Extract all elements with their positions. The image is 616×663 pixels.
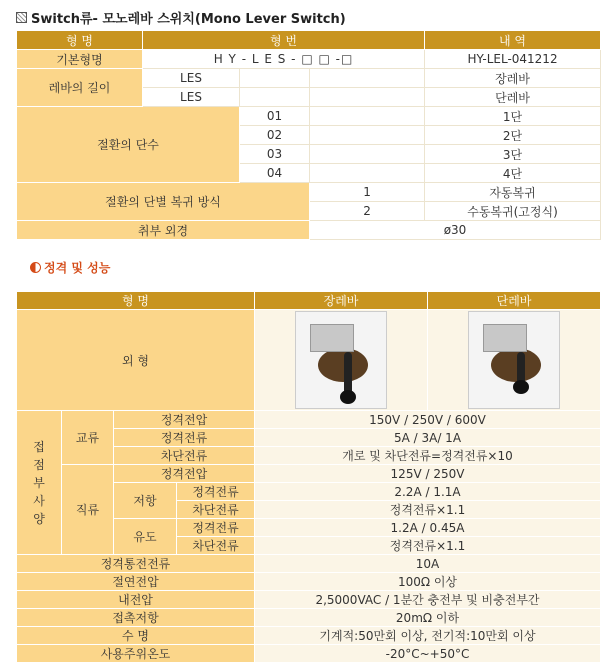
ac-breaking-current: 개로 및 차단전류=정격전류×10 bbox=[255, 447, 601, 465]
base-label: 기본형명 bbox=[17, 50, 143, 69]
short-lever-photo bbox=[428, 310, 601, 411]
spec-row-label: 접촉저항 bbox=[17, 609, 255, 627]
resistive-label: 저항 bbox=[114, 483, 177, 519]
lever-code: LES bbox=[143, 69, 240, 88]
half-circle-icon bbox=[30, 262, 41, 273]
contact-spec-label: 접 점 부 사 양 bbox=[17, 411, 62, 555]
page-title-text: Switch류- 모노레바 스위치(Mono Lever Switch) bbox=[31, 12, 346, 27]
return-desc: 자동복귀 bbox=[425, 183, 601, 202]
spec-row-label: 수 명 bbox=[17, 627, 255, 645]
return-desc: 수동복귀(고정식) bbox=[425, 202, 601, 221]
rated-current-label: 정격전류 bbox=[114, 429, 255, 447]
long-lever-photo bbox=[255, 310, 428, 411]
dc-rated-voltage: 125V / 250V bbox=[255, 465, 601, 483]
rated-current-label: 정격전류 bbox=[177, 519, 255, 537]
spec-row-label: 사용주위온도 bbox=[17, 645, 255, 663]
stage-desc: 3단 bbox=[425, 145, 601, 164]
inductive-label: 유도 bbox=[114, 519, 177, 555]
stage-desc: 1단 bbox=[425, 107, 601, 126]
spec-row-label: 절연전압 bbox=[17, 573, 255, 591]
header-short-lever: 단레바 bbox=[428, 292, 601, 310]
breaking-current-label: 차단전류 bbox=[114, 447, 255, 465]
ac-label: 교류 bbox=[62, 411, 114, 465]
stage-desc: 2단 bbox=[425, 126, 601, 145]
appearance-label: 외 형 bbox=[17, 310, 255, 411]
spec-row-value: 100Ω 이상 bbox=[255, 573, 601, 591]
dc-label: 직류 bbox=[62, 465, 114, 555]
lever-code: LES bbox=[143, 88, 240, 107]
rated-current-label: 정격전류 bbox=[177, 483, 255, 501]
header-model: 형 명 bbox=[17, 31, 143, 50]
return-code: 2 bbox=[310, 202, 425, 221]
model-table bbox=[16, 30, 601, 240]
spec-row-value: 10A bbox=[255, 555, 601, 573]
spec-row-label: 내전압 bbox=[17, 591, 255, 609]
ac-rated-current: 5A / 3A/ 1A bbox=[255, 429, 601, 447]
spec-row-label: 정격통전전류 bbox=[17, 555, 255, 573]
spec-table bbox=[16, 291, 601, 663]
lever-label: 레바의 길이 bbox=[17, 69, 143, 107]
section-heading-text: 정격 및 성능 bbox=[44, 261, 111, 275]
base-code: H Y - L E S - □ □ -□ bbox=[143, 50, 425, 69]
lever-desc: 단레바 bbox=[425, 88, 601, 107]
section-heading bbox=[30, 259, 110, 276]
spec-row-value: 20mΩ 이하 bbox=[255, 609, 601, 627]
header-desc: 내 역 bbox=[425, 31, 601, 50]
page-title bbox=[16, 8, 346, 27]
header-model: 형 명 bbox=[17, 292, 255, 310]
mount-value: ø30 bbox=[310, 221, 601, 240]
stage-code: 02 bbox=[240, 126, 310, 145]
mount-label: 취부 외경 bbox=[17, 221, 310, 240]
rated-voltage-label: 정격전압 bbox=[114, 411, 255, 429]
stage-code: 03 bbox=[240, 145, 310, 164]
inductive-rated-current: 1.2A / 0.45A bbox=[255, 519, 601, 537]
stage-code: 04 bbox=[240, 164, 310, 183]
header-code: 형 번 bbox=[143, 31, 425, 50]
breaking-current-label: 차단전류 bbox=[177, 537, 255, 555]
stage-label: 절환의 단수 bbox=[17, 107, 240, 183]
return-code: 1 bbox=[310, 183, 425, 202]
header-long-lever: 장레바 bbox=[255, 292, 428, 310]
breaking-current-label: 차단전류 bbox=[177, 501, 255, 519]
inductive-breaking-current: 정격전류×1.1 bbox=[255, 537, 601, 555]
spec-row-value: 기계적:50만회 이상, 전기적:10만회 이상 bbox=[255, 627, 601, 645]
spec-row-value: -20°C~+50°C bbox=[255, 645, 601, 663]
square-icon bbox=[16, 12, 27, 23]
base-desc: HY-LEL-041212 bbox=[425, 50, 601, 69]
resistive-rated-current: 2.2A / 1.1A bbox=[255, 483, 601, 501]
resistive-breaking-current: 정격전류×1.1 bbox=[255, 501, 601, 519]
ac-rated-voltage: 150V / 250V / 600V bbox=[255, 411, 601, 429]
stage-desc: 4단 bbox=[425, 164, 601, 183]
lever-desc: 장레바 bbox=[425, 69, 601, 88]
rated-voltage-label: 정격전압 bbox=[114, 465, 255, 483]
spec-row-value: 2,5000VAC / 1분간 충전부 및 비충전부간 bbox=[255, 591, 601, 609]
stage-code: 01 bbox=[240, 107, 310, 126]
return-label: 절환의 단별 복귀 방식 bbox=[17, 183, 310, 221]
